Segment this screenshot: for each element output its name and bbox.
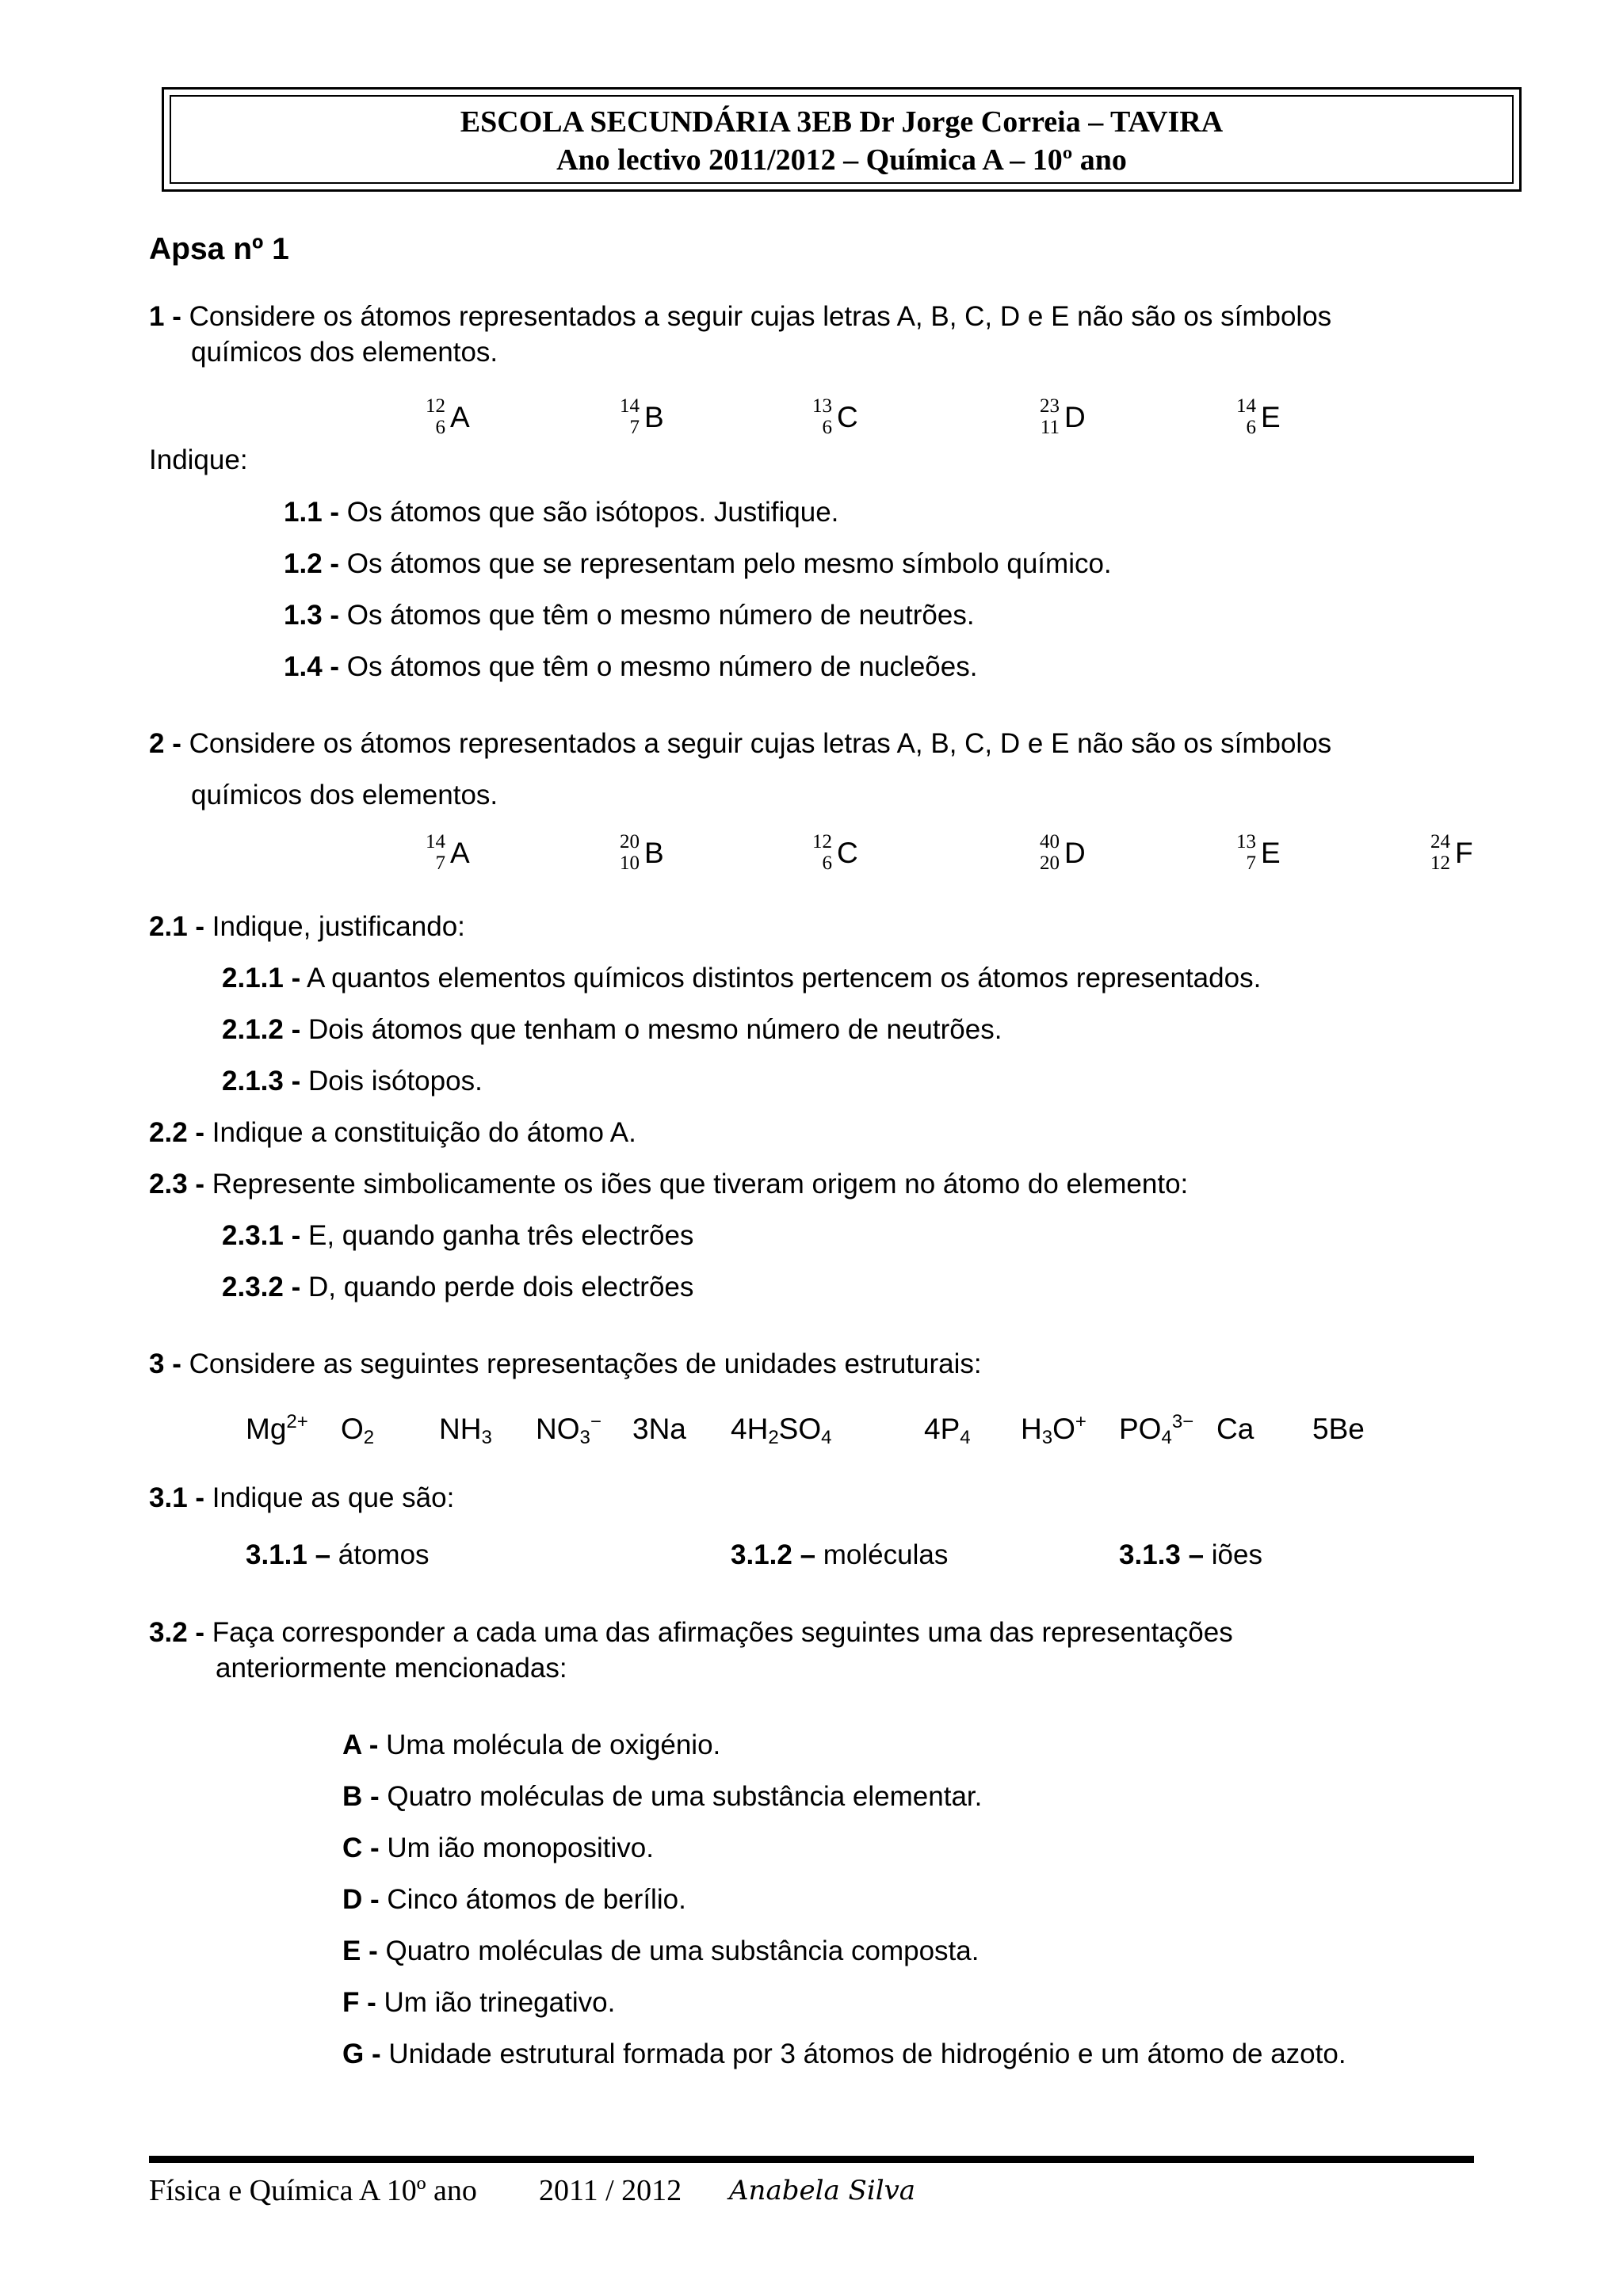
formula-o2: $O_2$ (341, 1413, 375, 1448)
formula-5be: 5Be (1312, 1413, 1365, 1445)
statement-c: C - Um ião monopositivo. (342, 1833, 654, 1863)
q3-option-atoms: 3.1.1 – átomos (246, 1539, 430, 1570)
q2-item-2-3: 2.3 - Represente simbolicamente os iões que tiveram origem no átomo do elemento: (149, 1169, 1189, 1199)
q1-item-1-1: 1.1 - Os átomos que são isótopos. Justifique. (284, 497, 839, 528)
q3-text: 3 - Considere as seguintes representações de unidades estruturais: (149, 1348, 982, 1379)
footer-course: Física e Química A 10º ano (149, 2174, 477, 2207)
q3-option-ions: 3.1.3 – iões (1119, 1539, 1262, 1570)
statement-d: D - Cinco átomos de berílio. (342, 1884, 686, 1915)
q2-text-line2: químicos dos elementos. (191, 780, 498, 810)
formula-3na: 3Na (632, 1413, 686, 1445)
statement-e: E - Quatro moléculas de uma substância composta. (342, 1936, 980, 1966)
q1-item-1-3: 1.3 - Os átomos que têm o mesmo número de neutrões. (284, 600, 975, 631)
q2-item-2-3-1: 2.3.1 - E, quando ganha três electrões (222, 1220, 694, 1251)
formula-ca: Ca (1216, 1413, 1254, 1445)
footer-rule (149, 2156, 1474, 2163)
school-year: Ano lectivo 2011/2012 – Química A – 10º ano (556, 143, 1127, 177)
formula-h3o-ion: $H_3O^+$ (1021, 1411, 1086, 1448)
q2-item-2-1-3: 2.1.3 - Dois isótopos. (222, 1066, 483, 1097)
q3-item-3-2-line2: anteriormente mencionadas: (216, 1653, 567, 1684)
footer-author-signature: Anabela Silva (729, 2175, 916, 2206)
formula-4h2so4: $4H_2SO_4$ (731, 1413, 832, 1448)
q2-item-2-1-2: 2.1.2 - Dois átomos que tenham o mesmo número de neutrões. (222, 1014, 1002, 1045)
formula-4p4: $4P_4$ (924, 1413, 971, 1448)
q2-item-2-2: 2.2 - Indique a constituição do átomo A. (149, 1117, 636, 1148)
q3-item-3-1: 3.1 - Indique as que são: (149, 1482, 455, 1513)
school-name: ESCOLA SECUNDÁRIA 3EB Dr Jorge Correia – TAVIRA (460, 105, 1224, 139)
q2-item-2-3-2: 2.3.2 - D, quando perde dois electrões (222, 1272, 694, 1302)
footer-years: 2011 / 2012 (539, 2174, 682, 2207)
formula-no3-ion: $NO_3^-$ (536, 1411, 601, 1448)
formula-nh3: $NH_3$ (439, 1413, 492, 1448)
statement-a: A - Uma molécula de oxigénio. (342, 1730, 721, 1760)
page-title: Apsa nº 1 (149, 232, 289, 266)
q1-item-1-2: 1.2 - Os átomos que se representam pelo mesmo símbolo químico. (284, 548, 1112, 579)
formula-mg-ion: $Mg^{2+}$ (246, 1411, 308, 1445)
q3-item-3-2-line1: 3.2 - Faça corresponder a cada uma das afirmações seguintes uma das representações (149, 1617, 1233, 1648)
q1-text-line1: 1 - Considere os átomos representados a seguir cujas letras A, B, C, D e E não são os símbolos (149, 301, 1332, 332)
formula-po4-ion: $PO_4^{3-}$ (1119, 1411, 1194, 1448)
q2-item-2-1-1: 2.1.1 - A quantos elementos químicos distintos pertencem os átomos representados. (222, 963, 1262, 994)
q2-item-2-1: 2.1 - Indique, justificando: (149, 911, 465, 942)
statement-b: B - Quatro moléculas de uma substância elementar. (342, 1781, 983, 1812)
q1-item-1-4: 1.4 - Os átomos que têm o mesmo número de nucleões. (284, 651, 978, 682)
statement-f: F - Um ião trinegativo. (342, 1987, 616, 2018)
q1-indique: Indique: (149, 444, 248, 475)
statement-g: G - Unidade estrutural formada por 3 átomos de hidrogénio e um átomo de azoto. (342, 2039, 1346, 2069)
q1-text-line2: químicos dos elementos. (191, 337, 498, 368)
q2-text-line1: 2 - Considere os átomos representados a seguir cujas letras A, B, C, D e E não são os símbolos (149, 728, 1332, 759)
q3-option-molecules: 3.1.2 – moléculas (731, 1539, 949, 1570)
